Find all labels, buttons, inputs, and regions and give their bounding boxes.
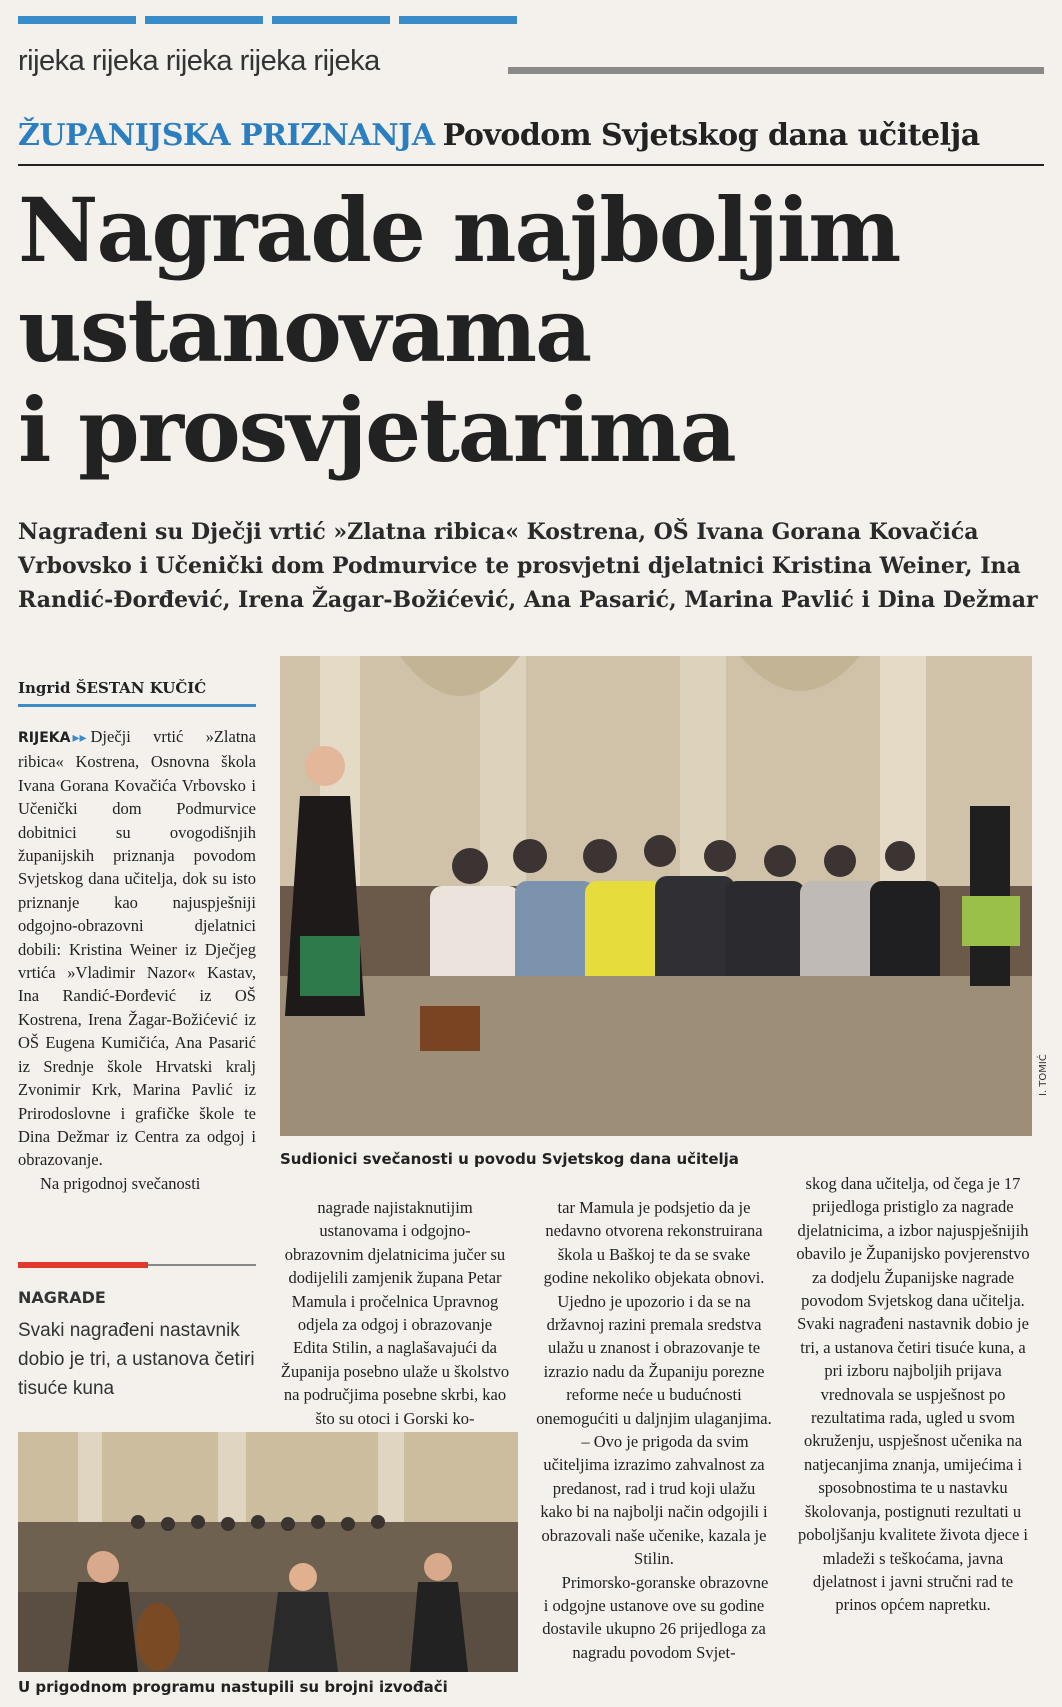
double-arrow-icon: ▸▸ [72, 731, 87, 746]
infobox-text: Svaki nagrađeni nastavnik dobio je tri, a ustanova četiri tisuće kuna [18, 1320, 255, 1399]
paragraph: – Ovo je prigoda da svim učiteljima izrazimo zahvalnost za predanost, rad i trud koji ulažu kako bi na najbolji način odgojili i obrazovali naše učenike, kazala je Stilin. [540, 1432, 768, 1569]
section-name: rijeka rijeka rijeka rijeka rijeka [18, 45, 380, 77]
headline-line: ustanovama [18, 278, 591, 382]
paragraph: skog dana učitelja, od čega je 17 prijedloga pristiglo za nagrade djelatnicima, a izbor najuspješnijih obavilo je Županijsko povjerenstvo za dodjelu Županijske nagrade povodom Svjetskog dana učitelja. Svaki nagrađeni nastavnik dobio je tri, a ustanova četiri tisuće kuna, a pri izboru najboljih prijava vrednovala se uspješnost po rezultatima rada, ugled u svom okruženju, uspješnost učenika na natjecanjima znanja, umijećima i sposobnostima te u nastavku školovanja, postignuti rezultati u poboljšanju kvalitete života djece i mladeži s teškoćama, javna djelatnost i javni stručni rad te prinos općem napretku. [796, 1174, 1030, 1615]
infobox-accent-bar [18, 1262, 148, 1268]
color-bar [18, 16, 136, 24]
headline-line: i prosvjetarima [18, 378, 735, 482]
deck: Nagrađeni su Dječji vrtić »Zlatna ribica« Kostrena, OŠ Ivana Gorana Kovačića Vrbovsko i Učenički dom Podmurvice te prosvjetni djelatnici Kristina Weiner, Ina Randić-Đorđević, Irena Žagar-Božićević, Ana Pasarić, Marina Pavlić i Dina Dežmar [18, 519, 1038, 613]
paragraph: Na prigodnoj svečanosti [40, 1173, 201, 1193]
article-column-1 [18, 725, 256, 1195]
photo-credit: I. TOMIĆ [1038, 1054, 1049, 1096]
article-column-2 [280, 1196, 510, 1430]
photo-caption: U prigodnom programu nastupili su brojni izvođači [18, 1678, 448, 1696]
article-column-4 [796, 1172, 1030, 1617]
paragraph: nagrade najistaknutijim ustanovama i odgojno-obrazovnim djelatnicima jučer su dodijelili zamjenik župana Petar Mamula i pročelnica Upravnog odjela za odgoj i obrazovanje Edita Stilin, a naglašavajući da Županija posebno ulaže u školstvo na područjima posebne skrbi, kao što su otoci i Gorski ko- [280, 1198, 510, 1428]
color-bar [399, 16, 517, 24]
kicker-text: Povodom Svjetskog dana učitelja [442, 118, 980, 153]
section-rule [508, 67, 1044, 74]
paragraph: Primorsko-goranske obrazovne i odgojne ustanove ove su godine dostavile ukupno 26 prijedloga za nagradu povodom Svjet- [542, 1572, 769, 1662]
photo-caption: Sudionici svečanosti u povodu Svjetskog dana učitelja [280, 1150, 739, 1168]
infobox-rule [148, 1264, 256, 1266]
infobox-title: NAGRADE [18, 1288, 106, 1307]
main-photo [280, 656, 1032, 1136]
headline [18, 180, 1048, 480]
dateline: RIJEKA [18, 730, 71, 746]
headline-line: Nagrade najboljim [18, 178, 900, 282]
color-bar [145, 16, 263, 24]
paragraph: tar Mamula je podsjetio da je nedavno otvorena rekonstruirana škola u Baškoj te da se svake godine nekoliko objekata obnovi. Ujedno je upozorio i da se na državnoj razini premala sredstva ulažu u znanost i obrazovanje te izrazio nadu da Županiju porezne reforme neće u budućnosti onemogućiti u daljnjim ulaganjima. [536, 1198, 772, 1428]
paragraph: Dječji vrtić »Zlatna ribica« Kostrena, Osnovna škola Ivana Gorana Kovačića Vrbovsko i Učenički dom Podmurvice dobitnici su ovogodišnjih županijskih priznanja povodom Svjetskog dana učitelja, dok su isto priznanje kao najuspješniji odgojno-obrazovni djelatnici dobili: Kristina Weiner iz Dječjeg vrtića »Vladimir Nazor« Kastav, Ina Randić-Đorđević iz OŠ Kostrena, Irena Žagar-Božićević iz OŠ Eugena Kumičića, Ana Pasarić iz Srednje škole Hrvatski kralj Zvonimir Krk, Marina Pavlić iz Prirodoslovne i grafičke škole te Dina Dežmar iz Centra za odgoj i obrazovanje. [18, 727, 256, 1170]
article-column-3 [536, 1196, 772, 1664]
concert-photo-illustration [18, 1432, 518, 1672]
secondary-photo [18, 1432, 518, 1672]
kicker [18, 118, 1044, 166]
color-bar [272, 16, 390, 24]
ceremony-photo-illustration [280, 656, 1032, 1136]
section-header [18, 46, 1044, 80]
byline: Ingrid ŠESTAN KUČIĆ [18, 672, 256, 707]
kicker-label: ŽUPANIJSKA PRIZNANJA [18, 118, 435, 153]
